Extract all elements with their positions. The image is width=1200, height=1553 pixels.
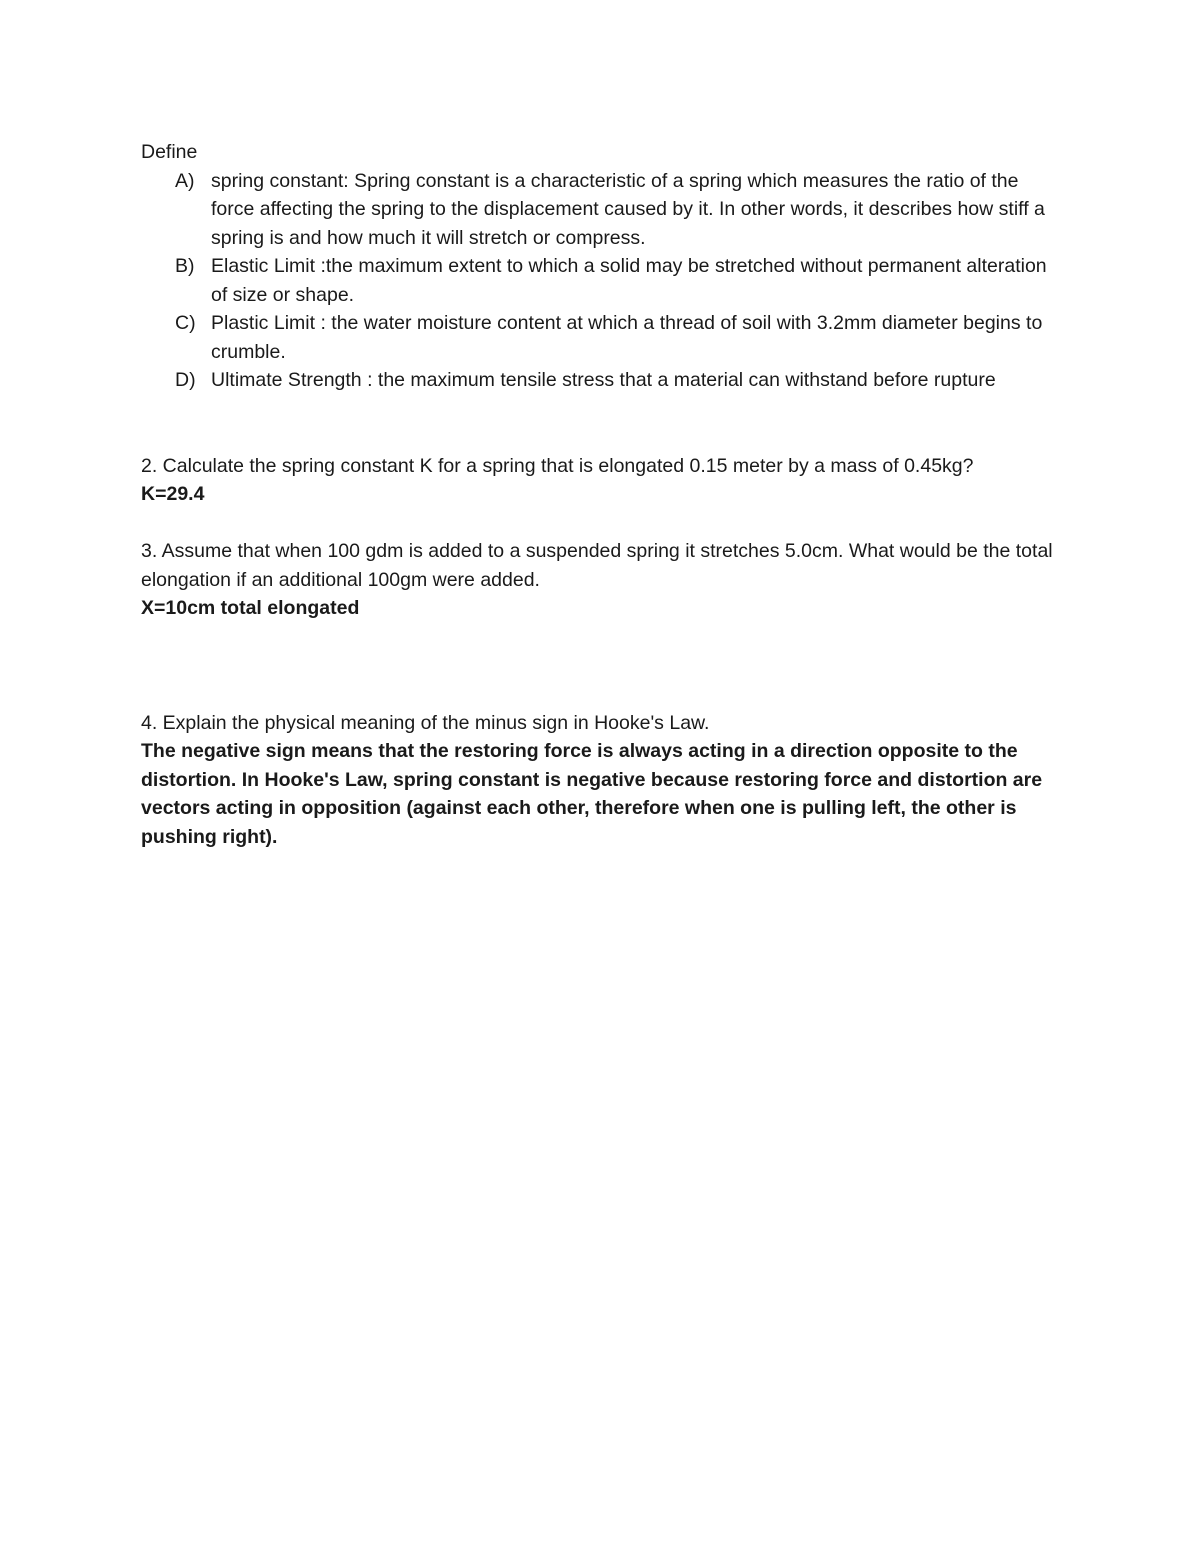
spacer	[141, 395, 1066, 452]
definition-marker: D)	[175, 369, 196, 391]
definition-marker: C)	[175, 312, 196, 334]
question-text: 4. Explain the physical meaning of the minus sign in Hooke's Law.	[141, 711, 710, 734]
definition-text: Ultimate Strength : the maximum tensile stress that a material can withstand before rupture	[211, 369, 996, 391]
question-text: 3. Assume that when 100 gdm is added to a suspended spring it stretches 5.0cm. What would be the total elongation if an additional 100gm were added.	[141, 540, 1053, 591]
question-block-2	[141, 452, 1066, 509]
answer-text: K=29.4	[141, 483, 205, 505]
answer-text: The negative sign means that the restoring force is always acting in a direction opposite to the distortion. In Hooke's Law, spring constant is negative because restoring force and distortion are vectors acting in opposition (against each other, therefore when one is pulling left, the other is pushing right).	[141, 740, 1043, 848]
define-heading: Define	[141, 141, 198, 163]
question-block-3	[141, 537, 1066, 623]
definition-text: Elastic Limit :the maximum extent to which a solid may be stretched without permanent alteration of size or shape.	[211, 255, 1047, 306]
definition-list	[141, 167, 1066, 395]
definition-item-a	[141, 167, 1066, 253]
definition-item-d	[141, 366, 1066, 395]
spacer	[141, 509, 1066, 538]
question-text: 2. Calculate the spring constant K for a spring that is elongated 0.15 meter by a mass of 0.45kg?	[141, 454, 974, 477]
document-page	[141, 138, 1066, 851]
definition-text: spring constant: Spring constant is a characteristic of a spring which measures the ratio of the force affecting the spring to the displacement caused by it. In other words, it describes how stiff a spring is and how much it will stretch or compress.	[211, 169, 1045, 249]
spacer	[141, 623, 1066, 709]
definition-text: Plastic Limit : the water moisture content at which a thread of soil with 3.2mm diameter begins to crumble.	[211, 312, 1043, 363]
definition-item-b	[141, 252, 1066, 309]
definition-marker: B)	[175, 255, 195, 277]
definition-marker: A)	[175, 169, 195, 192]
question-block-4	[141, 709, 1066, 852]
answer-text: X=10cm total elongated	[141, 597, 360, 619]
definition-item-c	[141, 309, 1066, 366]
